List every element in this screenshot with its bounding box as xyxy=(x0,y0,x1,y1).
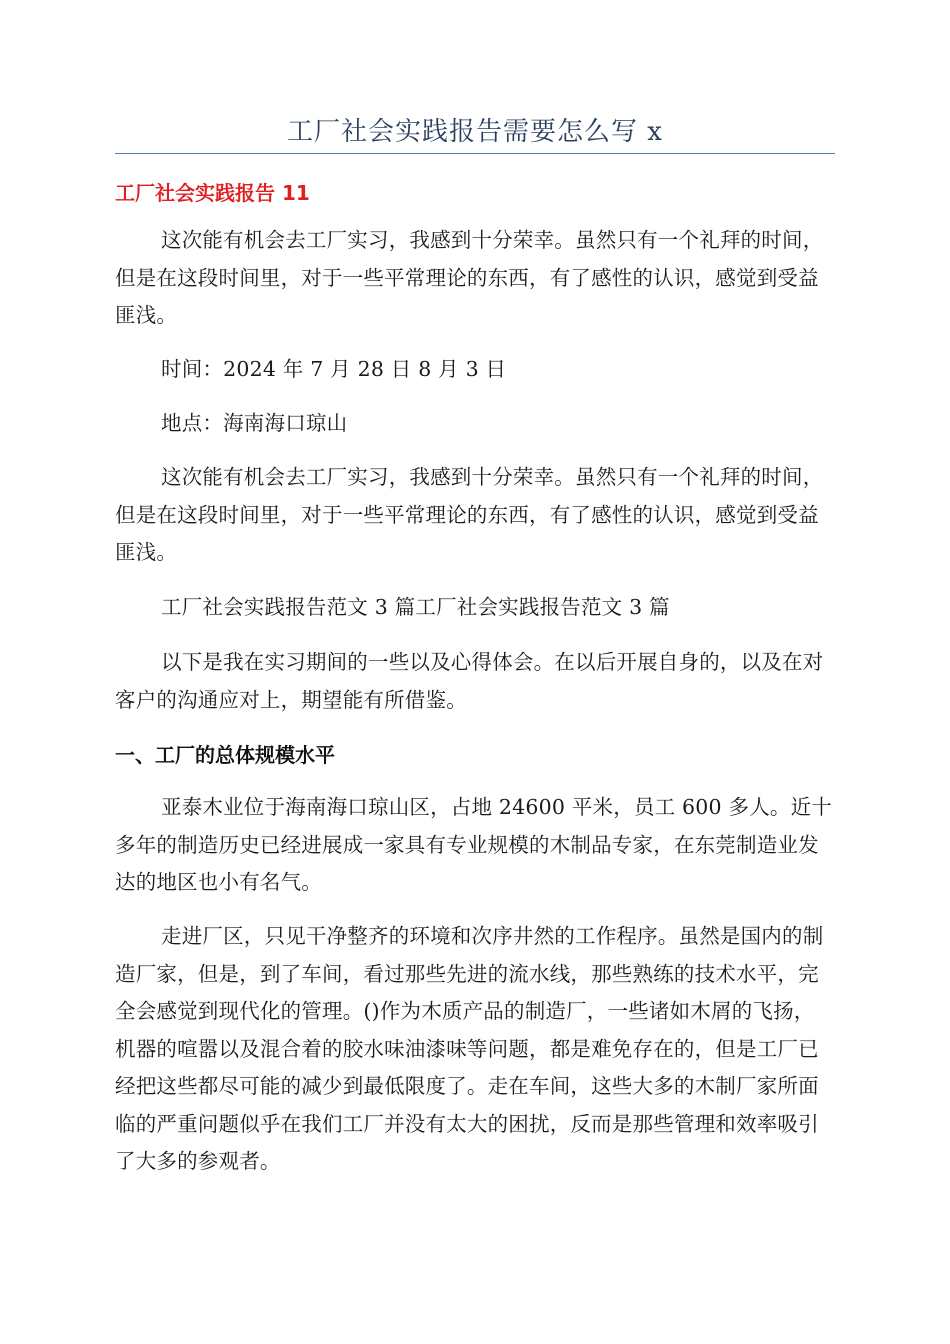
paragraph-intro-repeat: 这次能有机会去工厂实习，我感到十分荣幸。虽然只有一个礼拜的时间，但是在这段时间里，对于一些平常理论的东西，有了感性的认识，感觉到受益匪浅。 xyxy=(115,465,824,564)
document-title: 工厂社会实践报告需要怎么写 x xyxy=(287,117,663,147)
paragraph-intro: 这次能有机会去工厂实习，我感到十分荣幸。虽然只有一个礼拜的时间，但是在这段时间里，对于一些平常理论的东西，有了感性的认识，感觉到受益匪浅。 xyxy=(115,228,824,327)
paragraph-company: 亚泰木业位于海南海口琼山区，占地 24600 平米，员工 600 多人。近十多年的制造历史已经进展成一家具有专业规模的木制品专家，在东莞制造业发达的地区也小有名气。 xyxy=(115,795,833,894)
paragraph-location: 地点：海南海口琼山 xyxy=(161,411,348,435)
paragraph-experience: 以下是我在实习期间的一些以及心得体会。在以后开展自身的，以及在对客户的沟通应对上，期望能有所借鉴。 xyxy=(115,650,824,712)
paragraph-factory: 走进厂区，只见干净整齐的环境和次序井然的工作程序。虽然是国内的制造厂家，但是，到了车间，看过那些先进的流水线，那些熟练的技术水平，完全会感觉到现代化的管理。()作为木质产品的制造厂，一些诸如木屑的飞扬，机器的喧嚣以及混合着的胶水味油漆味等问题，都是难免存在的，但是工厂已经把这些都尽可能的减少到最低限度了。走在车间，这些大多的木制厂家所面临的严重问题似乎在我们工厂并没有太大的困扰，反而是那些管理和效率吸引了大多的参观者。 xyxy=(115,924,824,1173)
section-heading: 工厂社会实践报告 11 xyxy=(115,181,310,205)
paragraph-reference: 工厂社会实践报告范文 3 篇工厂社会实践报告范文 3 篇 xyxy=(161,595,670,619)
paragraph-time: 时间：2024 年 7 月 28 日 8 月 3 日 xyxy=(161,357,507,381)
title-underline xyxy=(115,153,835,154)
subheading-scale: 一、工厂的总体规模水平 xyxy=(115,743,335,767)
